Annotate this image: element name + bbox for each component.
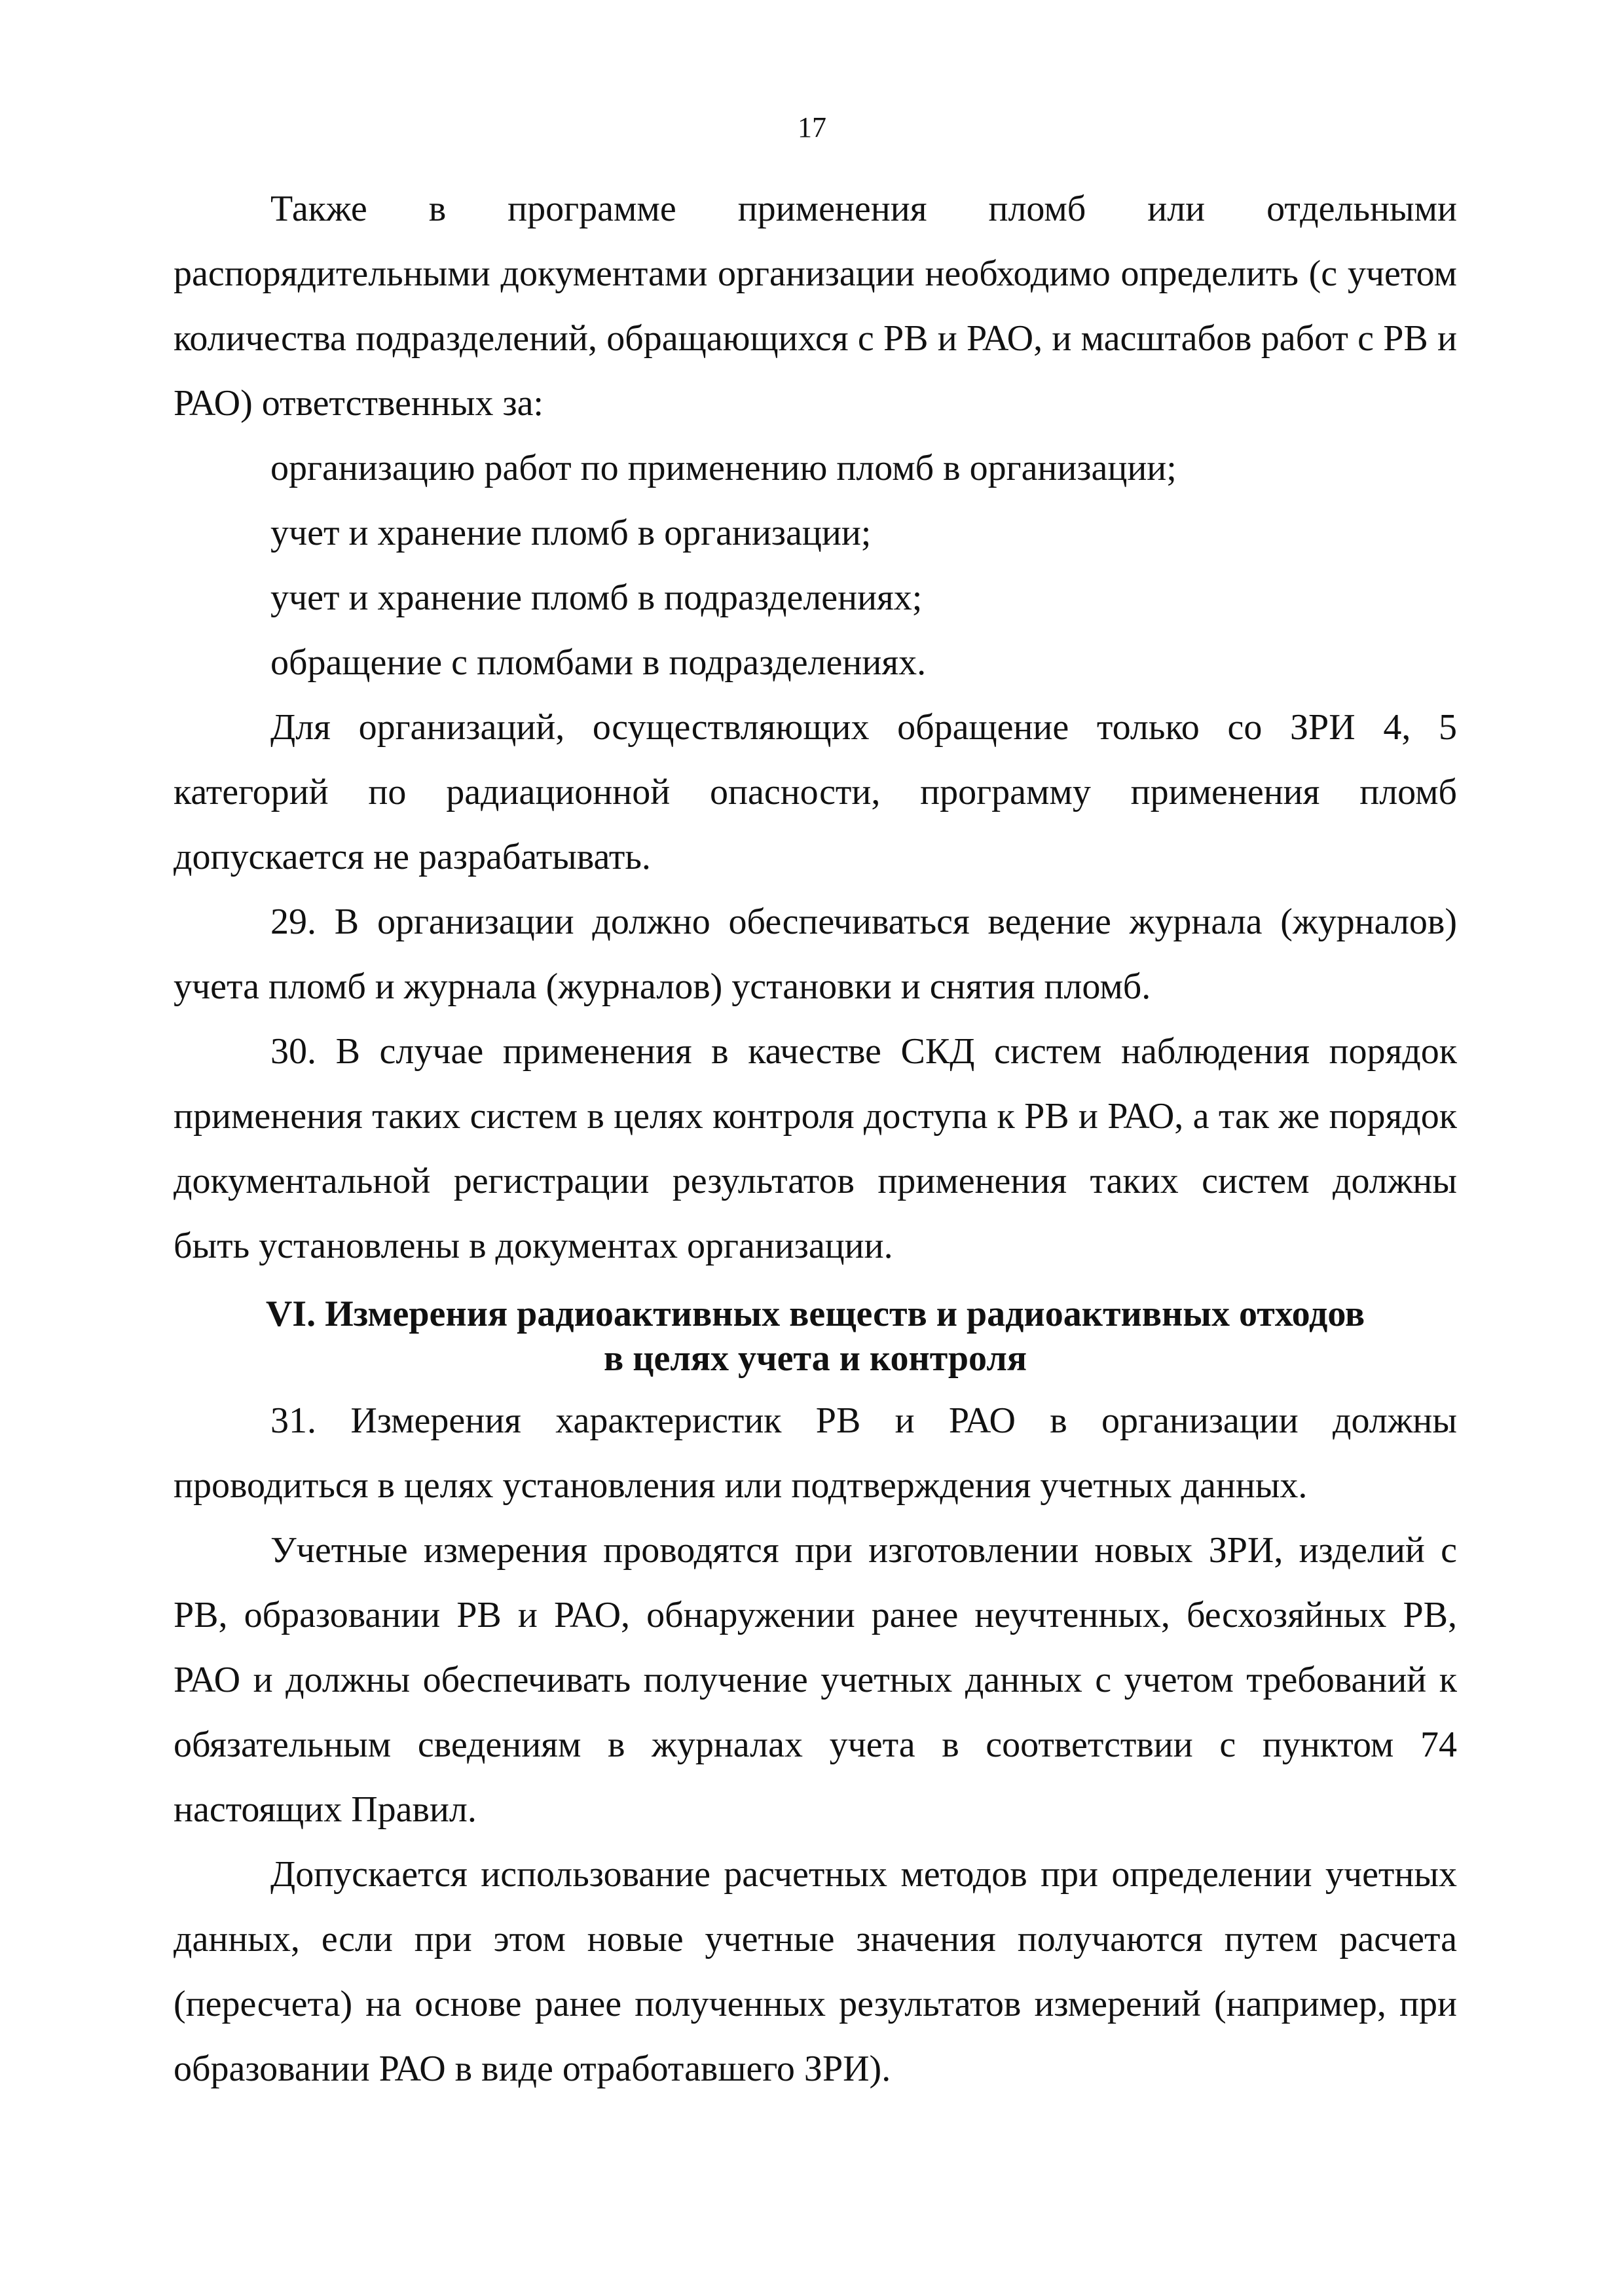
page-number: 17 <box>798 111 826 143</box>
list-item: организацию работ по применению пломб в организации; <box>270 448 1177 488</box>
document-body <box>174 177 1457 2102</box>
section-heading <box>174 1292 1457 1381</box>
paragraph-item-31: 31. Измерения характеристик РВ и РАО в организации должны проводиться в целях установления или подтверждения учетных данных. <box>174 1400 1457 1506</box>
section-heading-line-1: VI. Измерения радиоактивных веществ и радиоактивных отходов <box>265 1294 1365 1334</box>
paragraph-item-29: 29. В организации должно обеспечиваться ведение журнала (журналов) учета пломб и журнала (журналов) установки и снятия пломб. <box>174 902 1457 1007</box>
paragraph-measurements: Учетные измерения проводятся при изготовлении новых ЗРИ, изделий с РВ, образовании РВ и РАО, обнаружении ранее неучтенных, бесхозяйных РВ, РАО и должны обеспечивать получение учетных данных с учетом требований к обязательным сведениям в журналах учета в соответствии с пунктом 74 настоящих Правил. <box>174 1530 1457 1830</box>
list-item: учет и хранение пломб в организации; <box>270 513 872 553</box>
list-item: учет и хранение пломб в подразделениях; <box>270 577 923 618</box>
paragraph-calculation-methods: Допускается использование расчетных методов при определении учетных данных, если при этом новые учетные значения получаются путем расчета (пересчета) на основе ранее полученных результатов измерений (например, при образовании РАО в виде отработавшего ЗРИ). <box>174 1854 1457 2089</box>
paragraph-responsibles: Также в программе применения пломб или отдельными распорядительными документами организации необходимо определить (с учетом количества подразделений, обращающихся с РВ и РАО, и масштабов работ с РВ и РАО) ответственных за: <box>174 189 1457 424</box>
section-heading-line-2: в целях учета и контроля <box>603 1338 1027 1379</box>
paragraph-item-30: 30. В случае применения в качестве СКД систем наблюдения порядок применения таких систем в целях контроля доступа к РВ и РАО, а так же порядок документальной регистрации результатов применения таких систем должны быть установлены в документах организации. <box>174 1031 1457 1266</box>
list-item: обращение с пломбами в подразделениях. <box>270 642 927 683</box>
paragraph-zri-exception: Для организаций, осуществляющих обращение только со ЗРИ 4, 5 категорий по радиационной опасности, программу применения пломб допускается не разрабатывать. <box>174 707 1457 877</box>
